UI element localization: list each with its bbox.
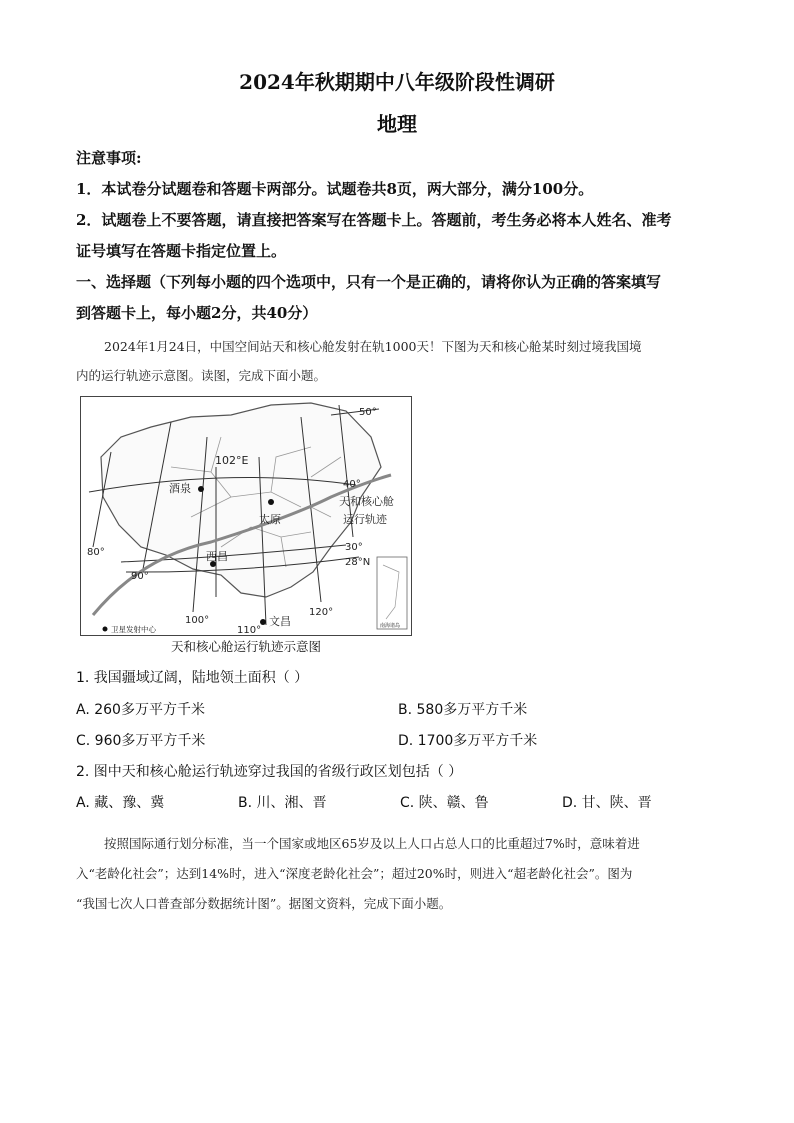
- subject-title: 地理: [377, 112, 417, 136]
- exam-title: 2024年秋期期中八年级阶段性调研: [239, 70, 555, 94]
- map-legend: 卫星发射中心: [111, 625, 156, 634]
- lon-110: 110°: [237, 625, 262, 635]
- section-heading-cont: 到答题卡上，每小题2分，共40分）: [76, 304, 318, 322]
- question-1-option-d[interactable]: D. 1700多万平方千米: [398, 733, 538, 749]
- passage-2-line-1: 按照国际通行划分标准，当一个国家或地区65岁及以上人口占总人口的比重超过7%时，意味着进: [104, 836, 640, 851]
- map-caption: 天和核心舱运行轨迹示意图: [170, 639, 321, 654]
- orbit-label-1: 天和核心舱: [339, 495, 394, 508]
- city-xichang: 西昌: [206, 550, 228, 563]
- orbit-map: [80, 396, 412, 636]
- city-wenchang: 文昌: [269, 615, 291, 628]
- lon-120: 120°: [309, 607, 334, 618]
- question-1-option-c[interactable]: C. 960多万平方千米: [76, 733, 206, 749]
- question-2-option-d[interactable]: D. 甘、陕、晋: [562, 795, 652, 811]
- lat-40: 40°: [343, 479, 361, 490]
- passage-2-line-3: “我国七次人口普查部分数据统计图”。据图文资料，完成下面小题。: [76, 896, 452, 911]
- question-1-stem: 1. 我国疆域辽阔，陆地领土面积（ ）: [76, 670, 309, 686]
- question-1-option-b[interactable]: B. 580多万平方千米: [398, 702, 528, 718]
- lon-90: 90°: [131, 571, 149, 582]
- passage-1-line-1: 2024年1月24日，中国空间站天和核心舱发射在轨1000天！下图为天和核心舱某时刻过境我国境: [104, 339, 642, 354]
- lat-50: 50°: [359, 407, 377, 418]
- lat-28n: 28°N: [345, 557, 371, 568]
- question-2-option-c[interactable]: C. 陕、赣、鲁: [400, 795, 489, 811]
- notice-item-2: 2．试题卷上不要答题，请直接把答案写在答题卡上。答题前，考生务必将本人姓名、准考: [76, 211, 672, 229]
- notice-item-2-cont: 证号填写在答题卡指定位置上。: [76, 242, 287, 260]
- city-jiuquan: 酒泉: [169, 482, 191, 495]
- orbit-map-svg: [81, 397, 411, 635]
- city-taiyuan: 太原: [259, 513, 281, 526]
- section-heading: 一、选择题（下列每小题的四个选项中，只有一个是正确的，请将你认为正确的答案填写: [76, 273, 662, 291]
- lon-80: 80°: [87, 547, 105, 558]
- notice-item-1: 1．本试卷分试题卷和答题卡两部分。试题卷共8页，两大部分，满分100分。: [76, 180, 594, 198]
- lon-100: 100°: [185, 615, 210, 626]
- map-inset-label: 南海诸岛: [380, 623, 401, 629]
- question-1-option-a[interactable]: A. 260多万平方千米: [76, 702, 205, 718]
- passage-2-line-2: 入“老龄化社会”；达到14%时，进入“深度老龄化社会”；超过20%时，则进入“超老龄化社会”。图为: [76, 866, 633, 881]
- lat-30: 30°: [345, 542, 363, 553]
- question-2-option-a[interactable]: A. 藏、豫、冀: [76, 795, 165, 811]
- lon-102e: 102°E: [215, 454, 249, 467]
- question-2-option-b[interactable]: B. 川、湘、晋: [238, 795, 327, 811]
- question-2-stem: 2. 图中天和核心舱运行轨迹穿过我国的省级行政区划包括（ ）: [76, 764, 463, 780]
- notice-heading: 注意事项:: [76, 149, 142, 167]
- orbit-label-2: 运行轨迹: [343, 513, 387, 526]
- passage-1-line-2: 内的运行轨迹示意图。读图，完成下面小题。: [76, 368, 327, 383]
